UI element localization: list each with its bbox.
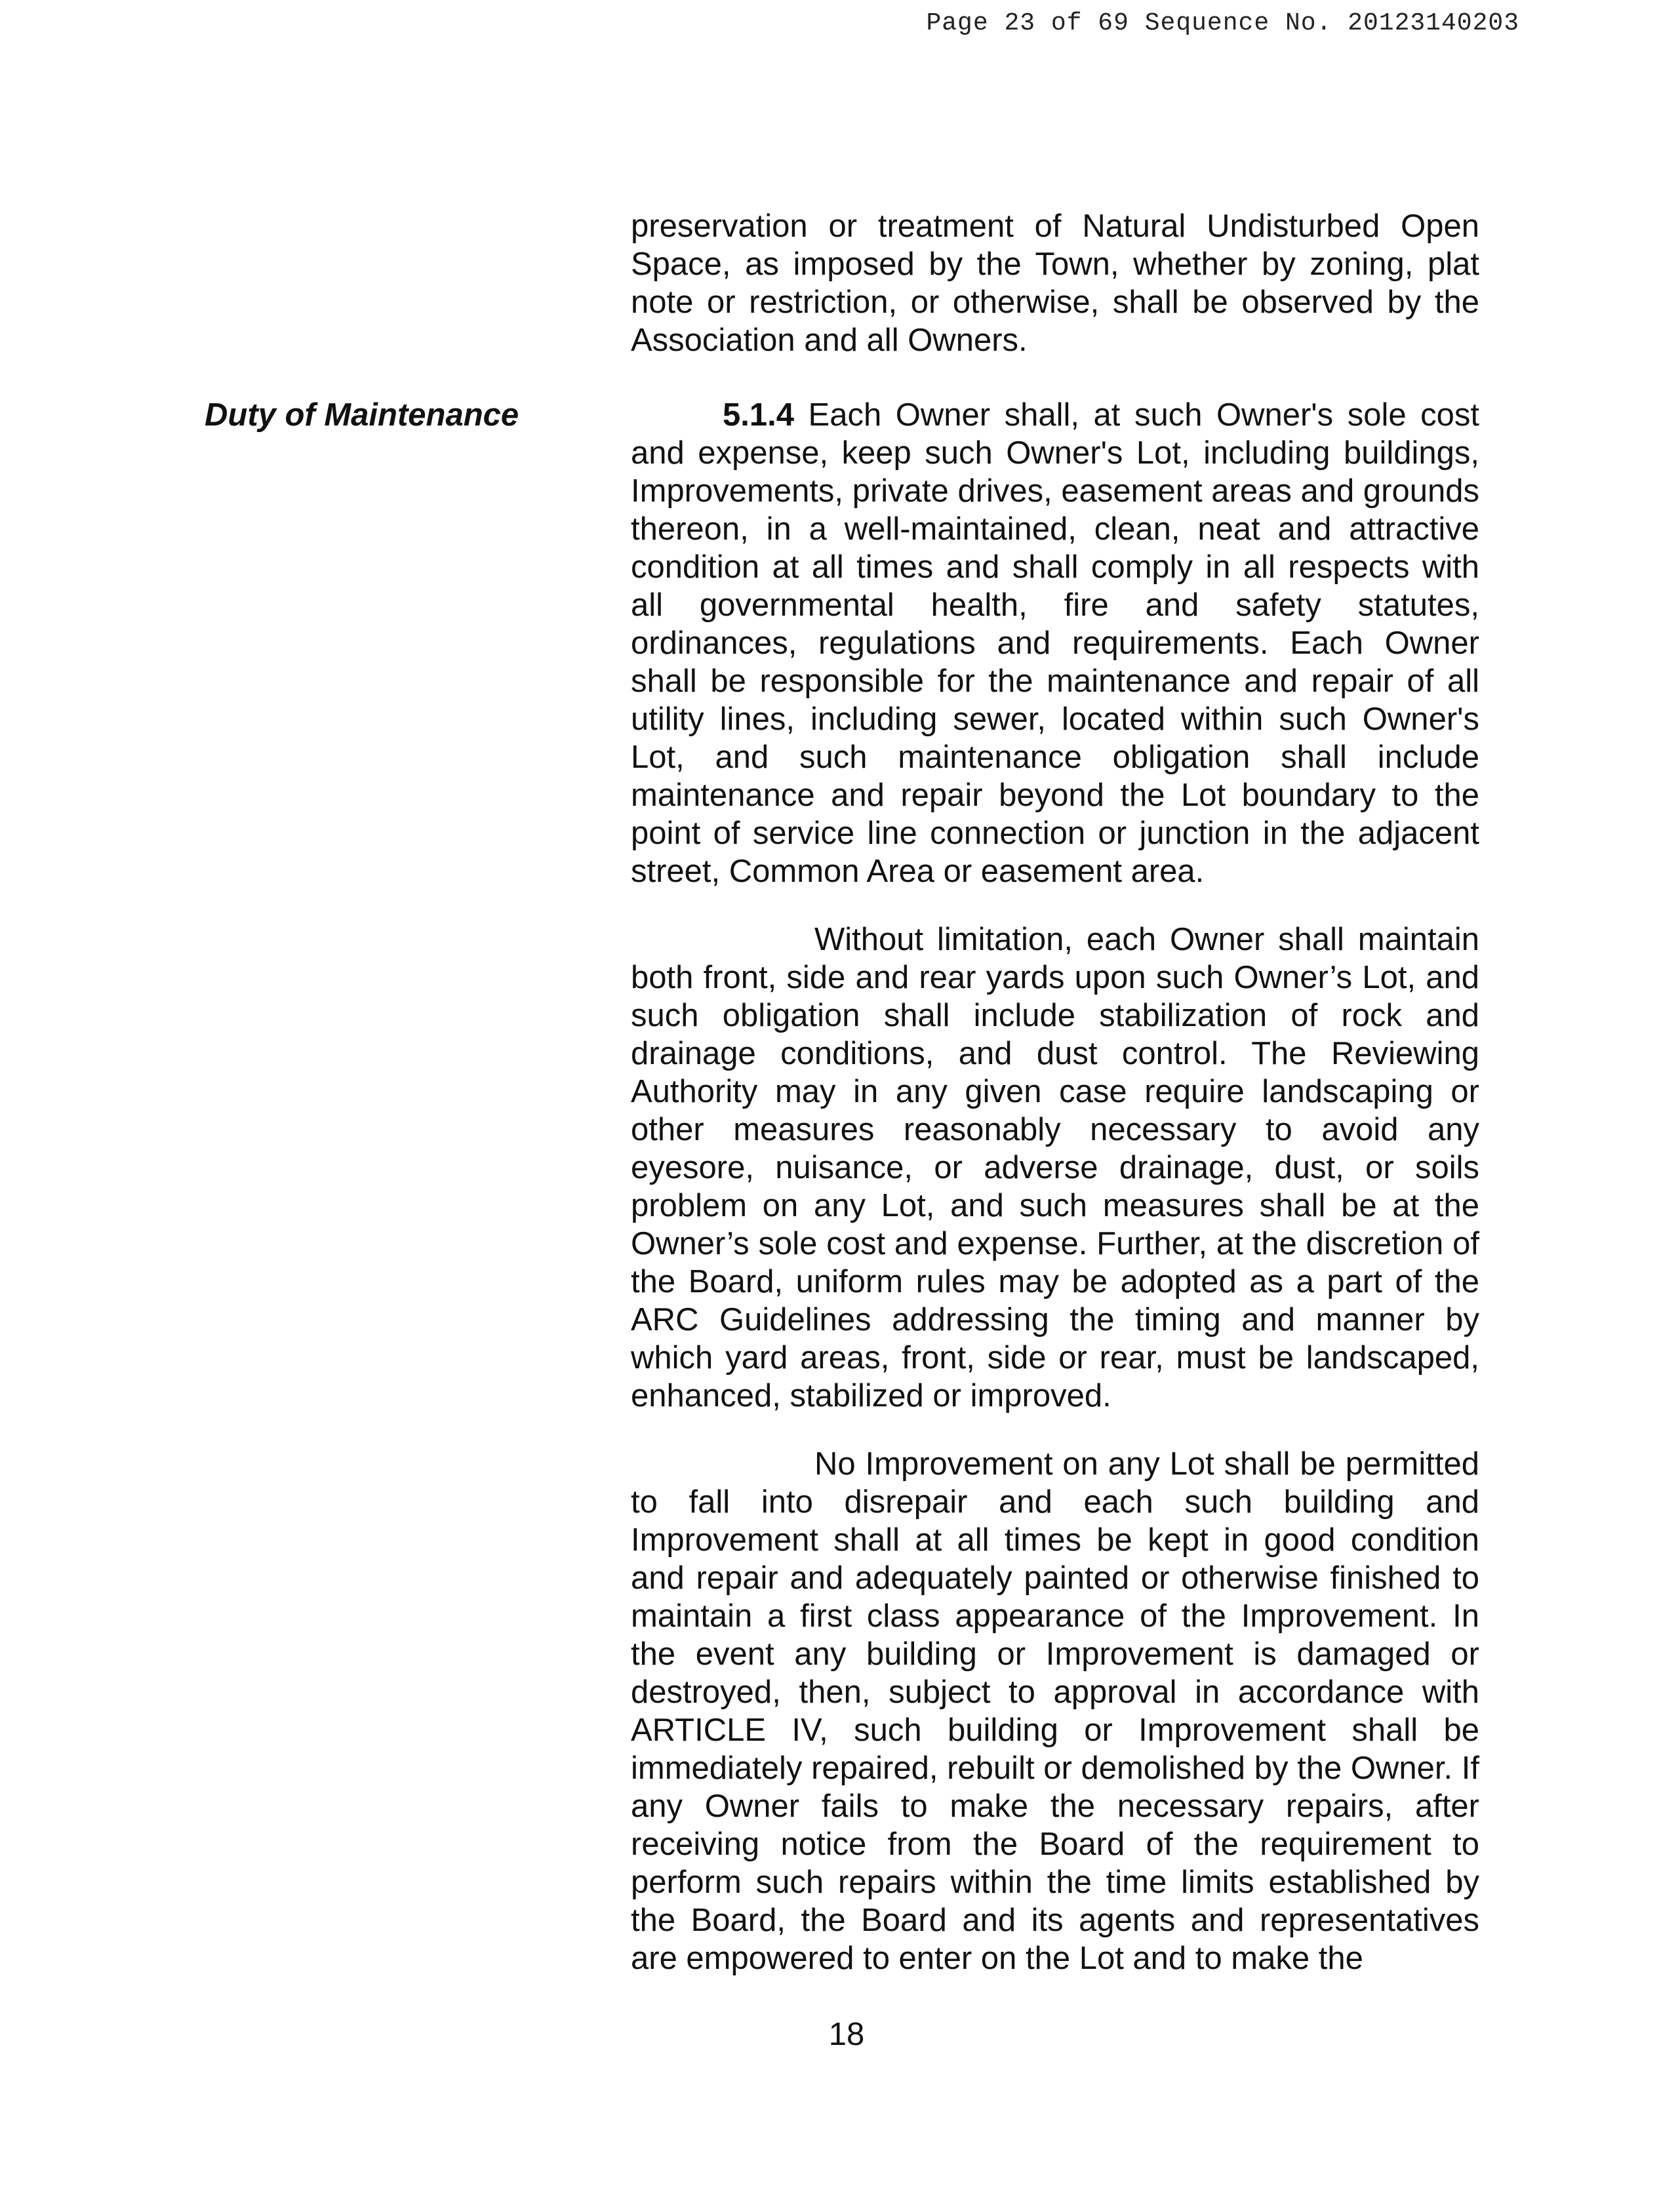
section-number: 5.1.4	[723, 397, 794, 433]
continuation-paragraph-block	[631, 207, 1479, 359]
section-side-heading: Duty of Maintenance	[205, 397, 519, 433]
section-paragraph-1	[631, 396, 1479, 890]
section-paragraph-2-block	[631, 921, 1479, 1415]
continuation-paragraph: preservation or treatment of Natural Undisturbed Open Space, as imposed by the Town, whether by zoning, plat note or restriction, or otherwise, shall be observed by the Association and all Owners.	[631, 208, 1479, 358]
section-paragraph-3-block	[631, 1445, 1479, 1977]
page-number: 18	[828, 2017, 865, 2052]
section-paragraph-1-block	[631, 396, 1479, 890]
section-paragraph-1-text: Each Owner shall, at such Owner's sole cost and expense, keep such Owner's Lot, including buildings, Improvements, private drives, easement areas and grounds thereon, in a well-maintained, clean, neat and attractive condition at all times and shall comply in all respects with all governmental health, fire and safety statutes, ordinances, regulations and requirements. Each Owner shall be responsible for the maintenance and repair of all utility lines, including sewer, located within such Owner's Lot, and such maintenance obligation shall include maintenance and repair beyond the Lot boundary to the point of service line connection or junction in the adjacent street, Common Area or easement area.	[631, 397, 1479, 889]
page-sequence-header: Page 23 of 69 Sequence No. 20123140203	[926, 9, 1519, 37]
section-paragraph-2: Without limitation, each Owner shall maintain both front, side and rear yards upon such Owner’s Lot, and such obligation shall include stabilization of rock and drainage conditions, and dust control. The Reviewing Authority may in any given case require landscaping or other measures reasonably necessary to avoid any eyesore, nuisance, or adverse drainage, dust, or soils problem on any Lot, and such measures shall be at the Owner’s sole cost and expense. Further, at the discretion of the Board, uniform rules may be adopted as a part of the ARC Guidelines addressing the timing and manner by which yard areas, front, side or rear, must be landscaped, enhanced, stabilized or improved.	[631, 922, 1479, 1414]
section-paragraph-3: No Improvement on any Lot shall be permitted to fall into disrepair and each such building and Improvement shall at all times be kept in good condition and repair and adequately painted or otherwise finished to maintain a first class appearance of the Improvement. In the event any building or Improvement is damaged or destroyed, then, subject to approval in accordance with ARTICLE IV, such building or Improvement shall be immediately repaired, rebuilt or demolished by the Owner. If any Owner fails to make the necessary repairs, after receiving notice from the Board of the requirement to perform such repairs within the time limits established by the Board, the Board and its agents and representatives are empowered to enter on the Lot and to make the	[631, 1446, 1479, 1976]
